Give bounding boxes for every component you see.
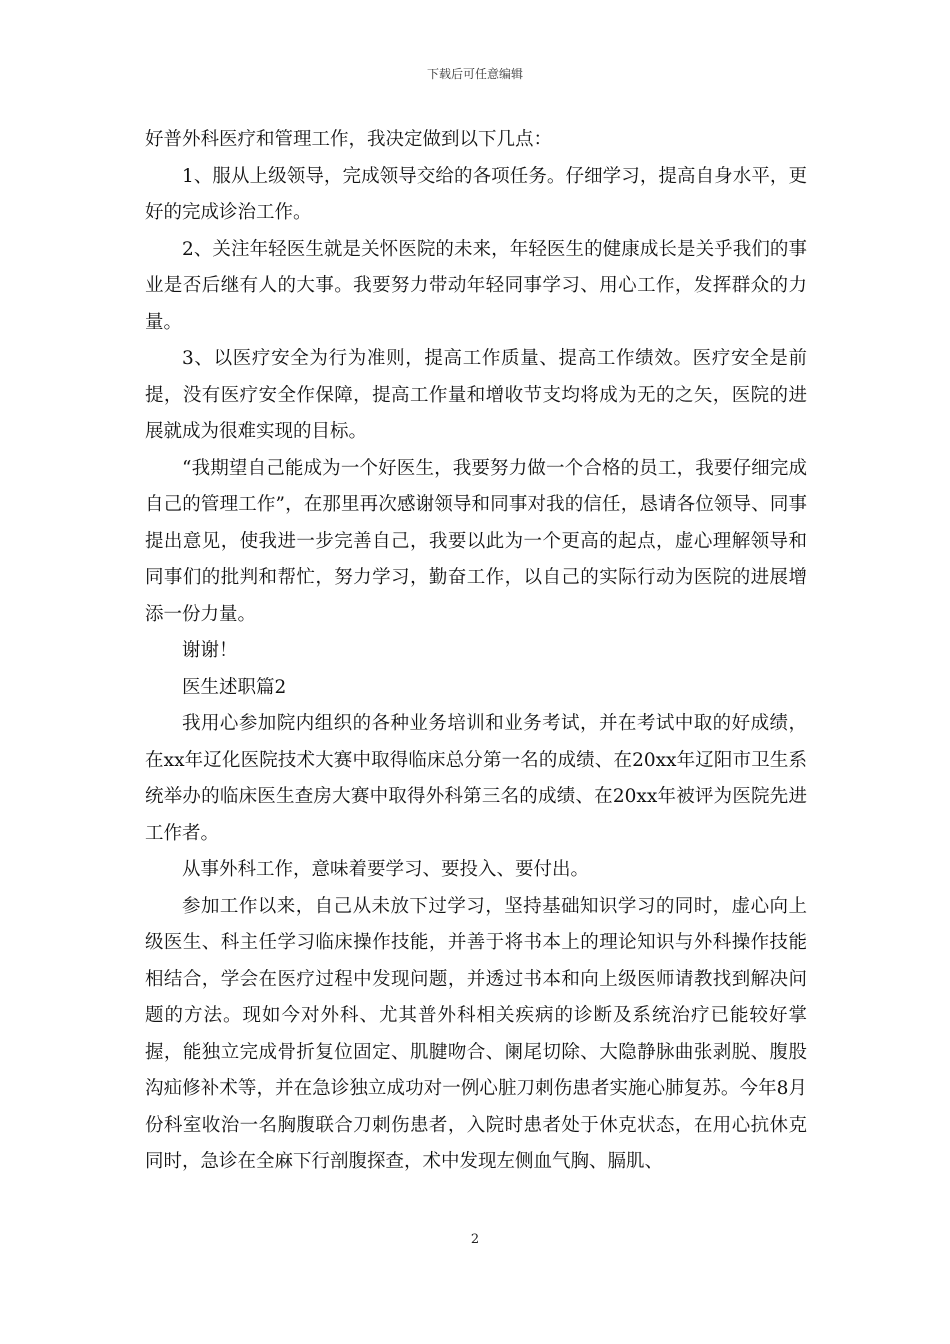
paragraph-achievements: 我用心参加院内组织的各种业务培训和业务考试，并在考试中取的好成绩，在xx年辽化医院技术大赛中取得临床总分第一名的成绩、在20xx年辽阳市卫生系统举办的临床医生查房大赛中取得外科第三名的成绩、在20xx年被评为医院先进工作者。 bbox=[145, 713, 807, 844]
paragraph-point-1: 1、服从上级领导，完成领导交给的各项任务。仔细学习，提高自身水平，更好的完成诊治工作。 bbox=[145, 165, 807, 223]
paragraph-closing: “我期望自己能成为一个好医生，我要努力做一个合格的员工，我要仔细完成自己的管理工作”，在那里再次感谢领导和同事对我的信任，恳请各位领导、同事提出意见，使我进一步完善自己，我要以此为一个更高的起点，虚心理解领导和同事们的批判和帮忙，努力学习，勤奋工作，以自己的实际行动为医院的进展增添一份力量。 bbox=[145, 457, 807, 625]
section-heading: 医生述职篇2 bbox=[182, 676, 287, 698]
document-body bbox=[145, 122, 807, 1181]
page-header: 下载后可任意编辑 bbox=[426, 67, 523, 81]
paragraph-point-2: 2、关注年轻医生就是关怀医院的未来，年轻医生的健康成长是关乎我们的事业是否后继有人的大事。我要努力带动年轻同事学习、用心工作，发挥群众的力量。 bbox=[145, 238, 807, 333]
paragraph-surgery-work: 从事外科工作，意味着要学习、要投入、要付出。 bbox=[182, 859, 590, 880]
paragraph-learning: 参加工作以来，自己从未放下过学习，坚持基础知识学习的同时，虚心向上级医生、科主任学习临床操作技能，并善于将书本上的理论知识与外科操作技能相结合，学会在医疗过程中发现问题，并透过书本和向上级医师请教找到解决问题的方法。现如今对外科、尤其普外科相关疾病的诊断及系统治疗已能较好掌握，能独立完成骨折复位固定、肌腱吻合、阑尾切除、大隐静脉曲张剥脱、腹股沟疝修补术等，并在急诊独立成功对一例心脏刀刺伤患者实施心肺复苏。今年8月份科室收治一名胸腹联合刀刺伤患者，入院时患者处于休克状态，在用心抗休克同时，急诊在全麻下行剖腹探查，术中发现左侧血气胸、膈肌、 bbox=[145, 895, 807, 1172]
paragraph-thanks: 谢谢！ bbox=[182, 640, 238, 661]
page-number: 2 bbox=[470, 1232, 480, 1247]
paragraph-point-3: 3、以医疗安全为行为准则，提高工作质量、提高工作绩效。医疗安全是前提，没有医疗安全作保障，提高工作量和增收节支均将成为无的之矢，医院的进展就成为很难实现的目标。 bbox=[145, 348, 807, 442]
paragraph-intro: 好普外科医疗和管理工作，我决定做到以下几点： bbox=[145, 129, 553, 150]
